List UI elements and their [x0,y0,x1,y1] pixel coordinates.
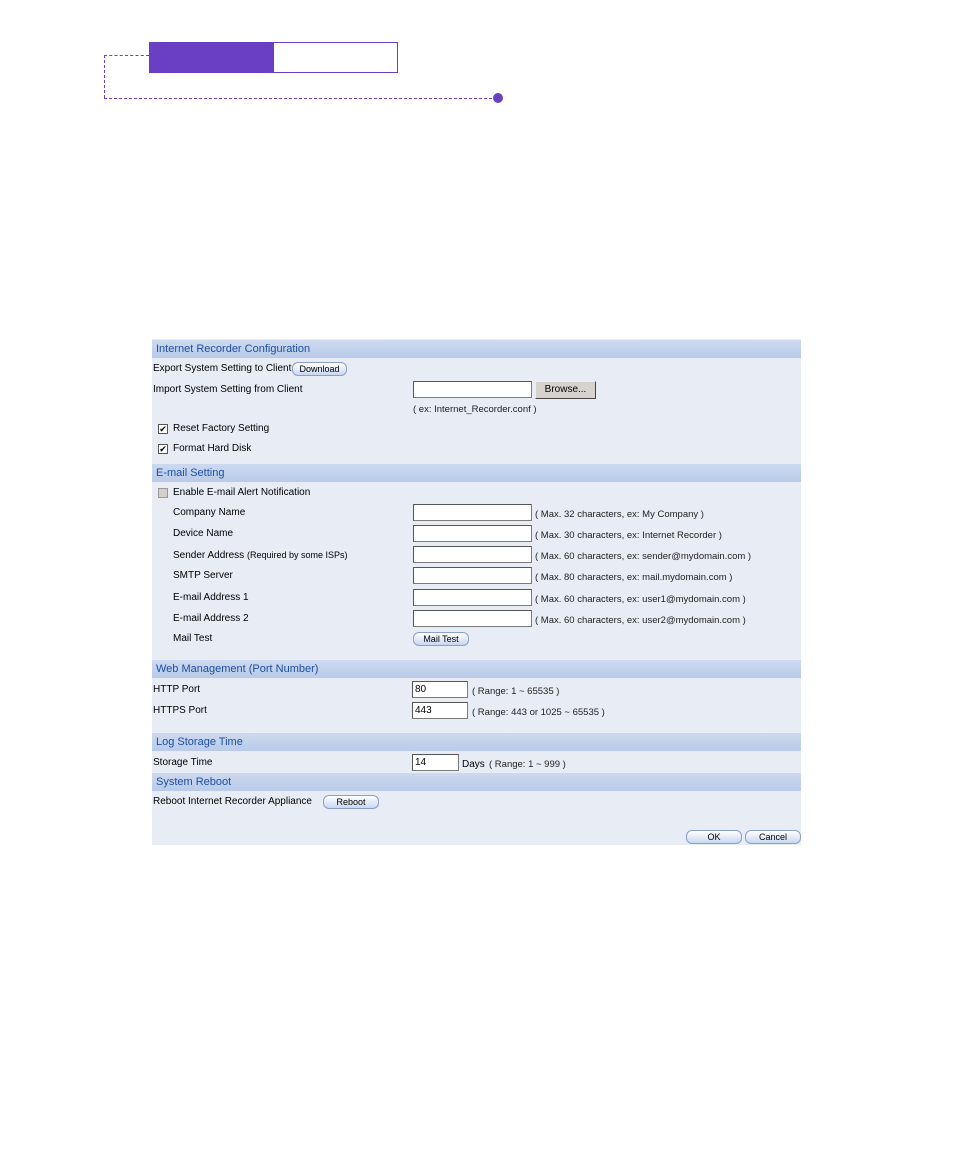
section-email-header: E-mail Setting [152,464,801,482]
sender-address-note: (Required by some ISPs) [246,550,348,560]
enable-email-checkbox[interactable] [158,488,168,498]
email-address-2-hint: ( Max. 60 characters, ex: user2@mydomain.com ) [535,615,746,626]
email-address-1-hint: ( Max. 60 characters, ex: user1@mydomain.com ) [535,594,746,605]
company-name-input[interactable] [413,504,532,521]
import-hint: ( ex: Internet_Recorder.conf ) [413,404,537,415]
enable-email-label: Enable E-mail Alert Notification [173,487,311,498]
format-disk-checkbox[interactable]: ✔ [159,444,167,454]
company-name-label: Company Name [173,507,246,518]
https-port-hint: ( Range: 443 or 1025 ~ 65535 ) [472,707,605,718]
ok-button[interactable]: OK [686,830,742,844]
header-dash-line-vertical [104,55,105,98]
reboot-button[interactable]: Reboot [323,795,379,809]
cancel-button[interactable]: Cancel [745,830,801,844]
header-tab [149,42,398,73]
http-port-hint: ( Range: 1 ~ 65535 ) [472,686,560,697]
header-tab-fill [150,43,274,72]
download-button[interactable]: Download [292,362,347,376]
smtp-server-label: SMTP Server [173,570,233,581]
email-address-2-input[interactable] [413,610,532,627]
browse-button[interactable]: Browse... [535,381,596,399]
import-label: Import System Setting from Client [153,384,303,395]
config-panel [152,339,801,845]
storage-range-hint: ( Range: 1 ~ 999 ) [489,759,566,770]
device-name-hint: ( Max. 30 characters, ex: Internet Recorder ) [535,530,722,541]
section-config-header: Internet Recorder Configuration [152,340,801,358]
header-dot [493,93,503,103]
reset-factory-checkbox[interactable]: ✔ [159,424,167,434]
sender-address-input[interactable] [413,546,532,563]
format-disk-label: Format Hard Disk [173,443,252,454]
https-port-input[interactable] [412,702,468,719]
section-reboot-header: System Reboot [152,773,801,791]
days-label: Days [462,759,485,770]
reset-factory-label: Reset Factory Setting [173,423,270,434]
import-file-input[interactable] [413,381,532,398]
http-port-label: HTTP Port [153,684,201,695]
section-log-header: Log Storage Time [152,733,801,751]
header-dash-line-bottom [104,98,497,99]
email-address-2-label: E-mail Address 2 [173,613,249,624]
email-address-1-label: E-mail Address 1 [173,592,249,603]
sender-address-label [173,549,348,562]
section-web-header: Web Management (Port Number) [152,660,801,678]
device-name-label: Device Name [173,528,234,539]
mail-test-button[interactable]: Mail Test [413,632,469,646]
company-name-hint: ( Max. 32 characters, ex: My Company ) [535,509,704,520]
email-address-1-input[interactable] [413,589,532,606]
smtp-server-hint: ( Max. 80 characters, ex: mail.mydomain.com ) [535,572,733,583]
smtp-server-input[interactable] [413,567,532,584]
storage-time-input[interactable] [412,754,459,771]
header-dash-line [104,55,149,56]
mail-test-label: Mail Test [173,633,213,644]
storage-time-label: Storage Time [153,757,213,768]
https-port-label: HTTPS Port [153,705,207,716]
device-name-input[interactable] [413,525,532,542]
sender-address-hint: ( Max. 60 characters, ex: sender@mydomain.com ) [535,551,752,562]
export-label: Export System Setting to Client [153,363,292,374]
sender-address-label-text: Sender Address [173,550,245,561]
reboot-label: Reboot Internet Recorder Appliance [153,796,312,807]
http-port-input[interactable] [412,681,468,698]
